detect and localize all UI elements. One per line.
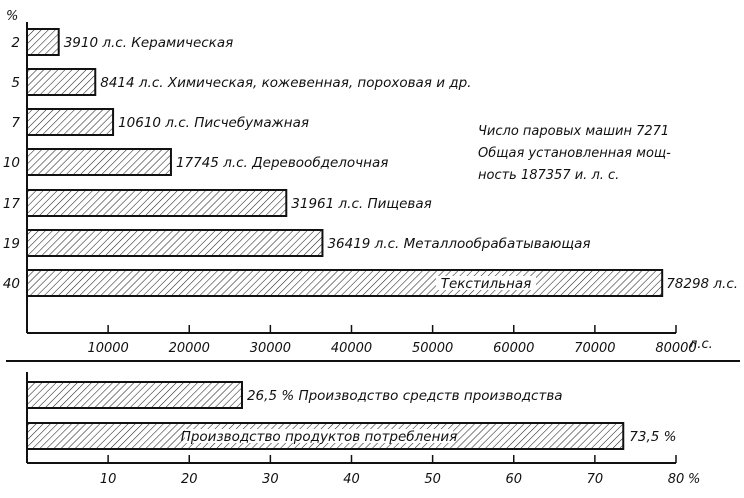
- x-axis-unit-label: л.с.: [689, 337, 713, 352]
- x-tick-label: 60000: [493, 341, 535, 356]
- x-tick-label: 40000: [330, 341, 373, 356]
- bar: [27, 109, 113, 135]
- x-tick-label: 10: [99, 472, 117, 487]
- x-tick-label: 70: [586, 472, 604, 487]
- x-tick-unit: %: [688, 472, 701, 487]
- bar-value-label: 73,5 %: [629, 429, 677, 445]
- x-tick-label: 80: [667, 472, 685, 487]
- x-tick-label: 80000: [655, 341, 697, 356]
- x-tick-label: 30000: [249, 341, 292, 356]
- bar-percent-label: 2: [11, 35, 20, 51]
- x-tick-label: 40: [343, 472, 360, 487]
- bar-value-label: 8414 л.с. Химическая, кожевенная, пороховая и др.: [100, 75, 472, 91]
- bar-percent-label: 7: [11, 115, 20, 131]
- bar-value-label: 31961 л.с. Пищевая: [291, 196, 432, 212]
- x-tick-label: 10000: [87, 341, 129, 356]
- bar-category-label: Текстильная: [440, 276, 532, 292]
- bar: [27, 270, 662, 296]
- bar: [27, 382, 242, 408]
- x-tick-label: 70000: [574, 341, 616, 356]
- bar-value-label: 36419 л.с. Металлообрабатывающая: [327, 236, 591, 252]
- x-tick-label: 20: [180, 472, 198, 487]
- bar-value-label: 26,5 % Производство средств производства: [246, 388, 563, 404]
- bar-percent-label: 5: [11, 75, 20, 91]
- bar: [27, 230, 322, 256]
- y-axis-unit: %: [6, 9, 19, 24]
- bar-percent-label: 10: [2, 155, 20, 171]
- x-tick-label: 50000: [411, 341, 454, 356]
- x-tick-label: 30: [262, 472, 279, 487]
- bar-value-label: 3910 л.с. Керамическая: [63, 35, 234, 51]
- bar: [27, 69, 95, 95]
- bar: [27, 29, 59, 55]
- bar: [27, 149, 171, 175]
- x-tick-label: 20000: [168, 341, 210, 356]
- note-line-1: Число паровых машин 7271: [478, 124, 670, 139]
- bar-value-label: 17745 л.с. Деревообделочная: [175, 155, 389, 171]
- bar: [27, 190, 286, 216]
- bar-percent-label: 40: [2, 276, 20, 292]
- x-tick-label: 50: [424, 472, 441, 487]
- bar-value-label: 78298 л.с.: [666, 276, 739, 292]
- bar-value-label: 10610 л.с. Писчебумажная: [118, 115, 310, 131]
- bar-percent-label: 19: [2, 236, 20, 252]
- x-tick-label: 60: [505, 472, 523, 487]
- bar-percent-label: 17: [2, 196, 20, 212]
- note-line-2: Общая установленная мощ-: [478, 146, 671, 161]
- bar-category-label: Производство продуктов потребления: [180, 429, 458, 445]
- note-line-3: ность 187357 и. л. с.: [478, 168, 620, 183]
